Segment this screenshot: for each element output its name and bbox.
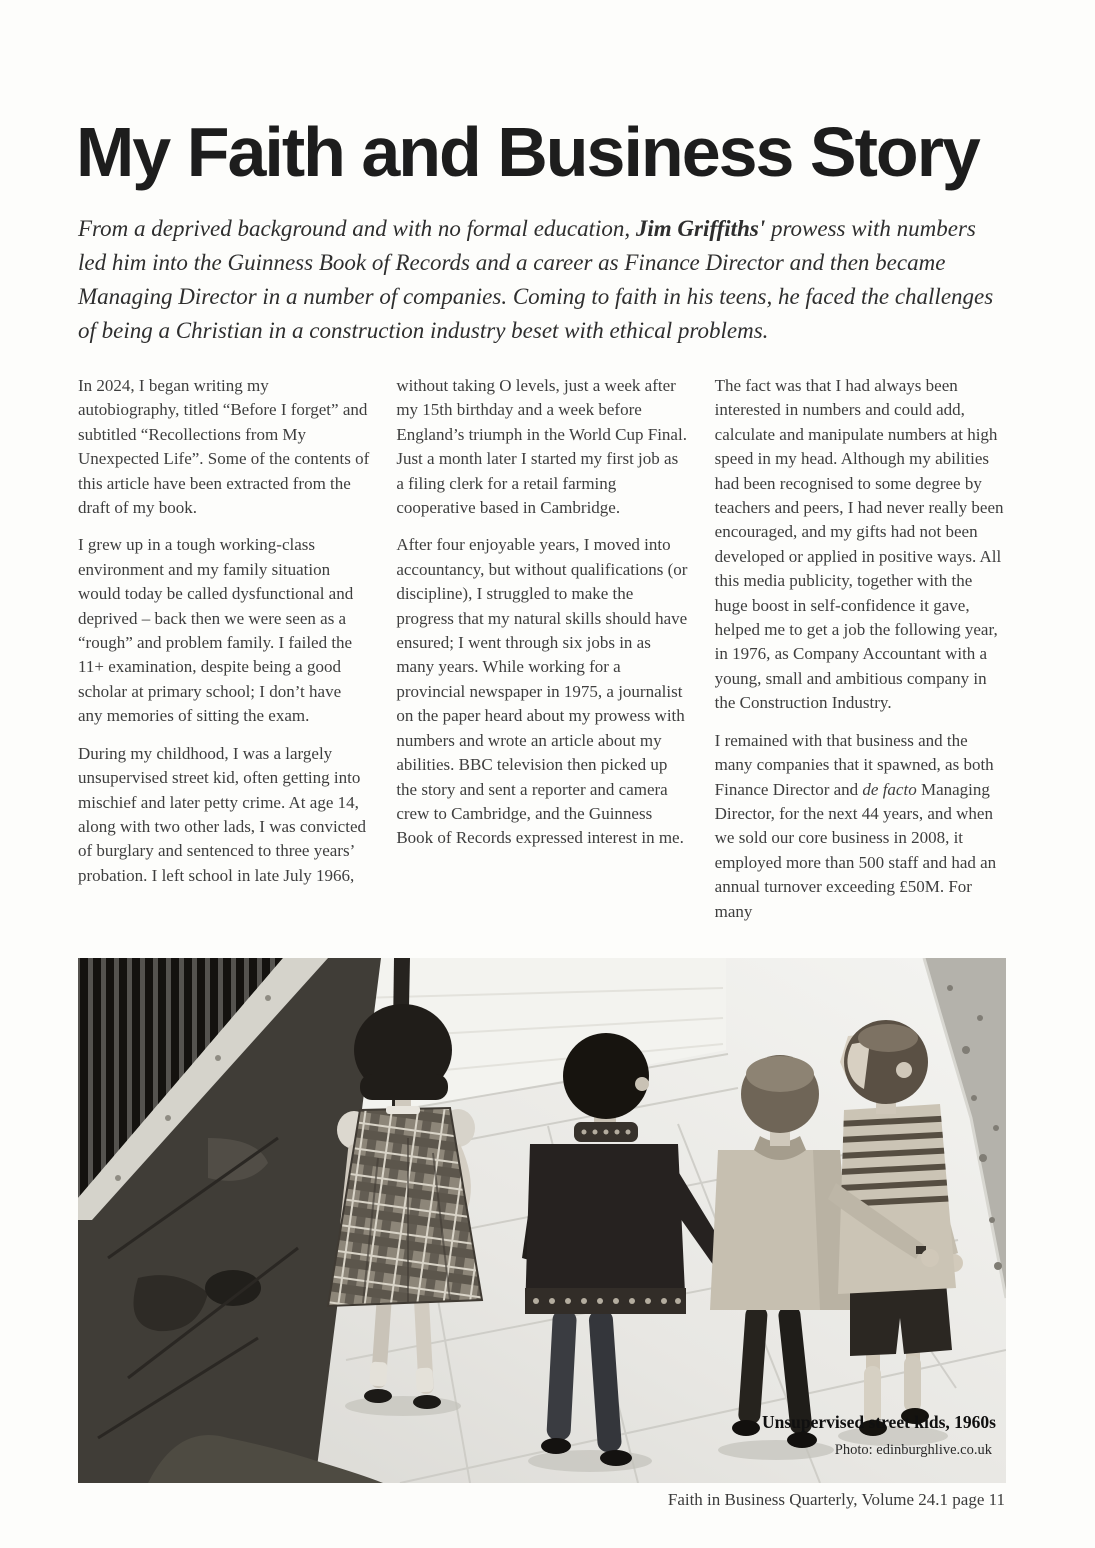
column-2 xyxy=(396,374,687,937)
paragraph: The fact was that I had always been interested in numbers and could add, calculate and manipulate numbers at high speed in my head. Although my abilities had been recognised to some degree by teachers and peers, I had never really been encouraged, and my gifts had not been developed or applied in positive ways. All this media publicity, together with the huge boost in self-confidence it gave, helped me to get a job the following year, in 1976, as Company Accountant with a young, small and ambitious company in the Construction Industry. xyxy=(714,376,1004,713)
page-footer: Faith in Business Quarterly, Volume 24.1 page 11 xyxy=(667,1490,1005,1509)
paragraph: without taking O levels, just a week after my 15th birthday and a week before England’s triumph in the World Cup Final. Just a month later I started my first job as a filing clerk for a retail farming cooperative based in Cambridge. xyxy=(396,376,687,518)
paragraph: During my childhood, I was a largely unsupervised street kid, often getting into mischief and later petty crime. At age 14, along with two other lads, I was convicted of burglary and sentenced to three years’ probation. I left school in late July 1966, xyxy=(78,743,366,885)
paragraph-text: Managing Director, for the next 44 years, and when we sold our core business in 2008, it employed more than 500 staff and had an annual turnover exceeding £50M. For many xyxy=(714,779,997,921)
photo-illustration xyxy=(78,958,1006,1483)
standfirst-text-pre: From a deprived background and with no formal education, xyxy=(78,216,636,241)
article-body xyxy=(78,374,1006,937)
column-3 xyxy=(715,374,1006,937)
standfirst-text-post: prowess with numbers led him into the Guinness Book of Records and a career as Finance Director and then became Managing Director in a number of companies. Coming to faith in his teens, he faced the challenges of being a Christian in a construction industry beset with ethical problems. xyxy=(78,216,994,343)
standfirst-author: Jim Griffiths' xyxy=(635,216,766,241)
paragraph-text: I remained with that business and the many companies that it spawned, as both Finance Director and xyxy=(714,730,994,799)
paragraph xyxy=(715,729,1006,924)
standfirst xyxy=(78,212,1004,348)
street-kids-photo xyxy=(78,958,1006,1483)
latin-phrase: de facto xyxy=(862,779,917,799)
column-1 xyxy=(78,374,369,937)
paragraph: I grew up in a tough working-class environment and my family situation would today be called dysfunctional and deprived – back then we were seen as a “rough” and problem family. I failed the 11+ examination, despite being a good scholar at primary school; I don’t have any memories of sitting the exam. xyxy=(78,535,354,726)
photo-credit: Photo: edinburghlive.co.uk xyxy=(834,1441,992,1458)
paragraph: After four enjoyable years, I moved into accountancy, but without qualifications (or discipline), I struggled to make the progress that my natural skills should have ensured; I went through six jobs in as many years. While working for a provincial newspaper in 1975, a journalist on the paper heard about my prowess with numbers and wrote an article about my abilities. BBC television then picked up the story and sent a reporter and camera crew to Cambridge, and the Guinness Book of Records expressed interest in me. xyxy=(396,535,688,848)
page-title: My Faith and Business Story xyxy=(76,113,979,191)
photo-caption: Unsupervised street kids, 1960s xyxy=(761,1411,996,1432)
paragraph: In 2024, I began writing my autobiography, titled “Before I forget” and subtitled “Recollections from My Unexpected Life”. Some of the contents of this article have been extracted from the draft of my book. xyxy=(78,376,370,518)
